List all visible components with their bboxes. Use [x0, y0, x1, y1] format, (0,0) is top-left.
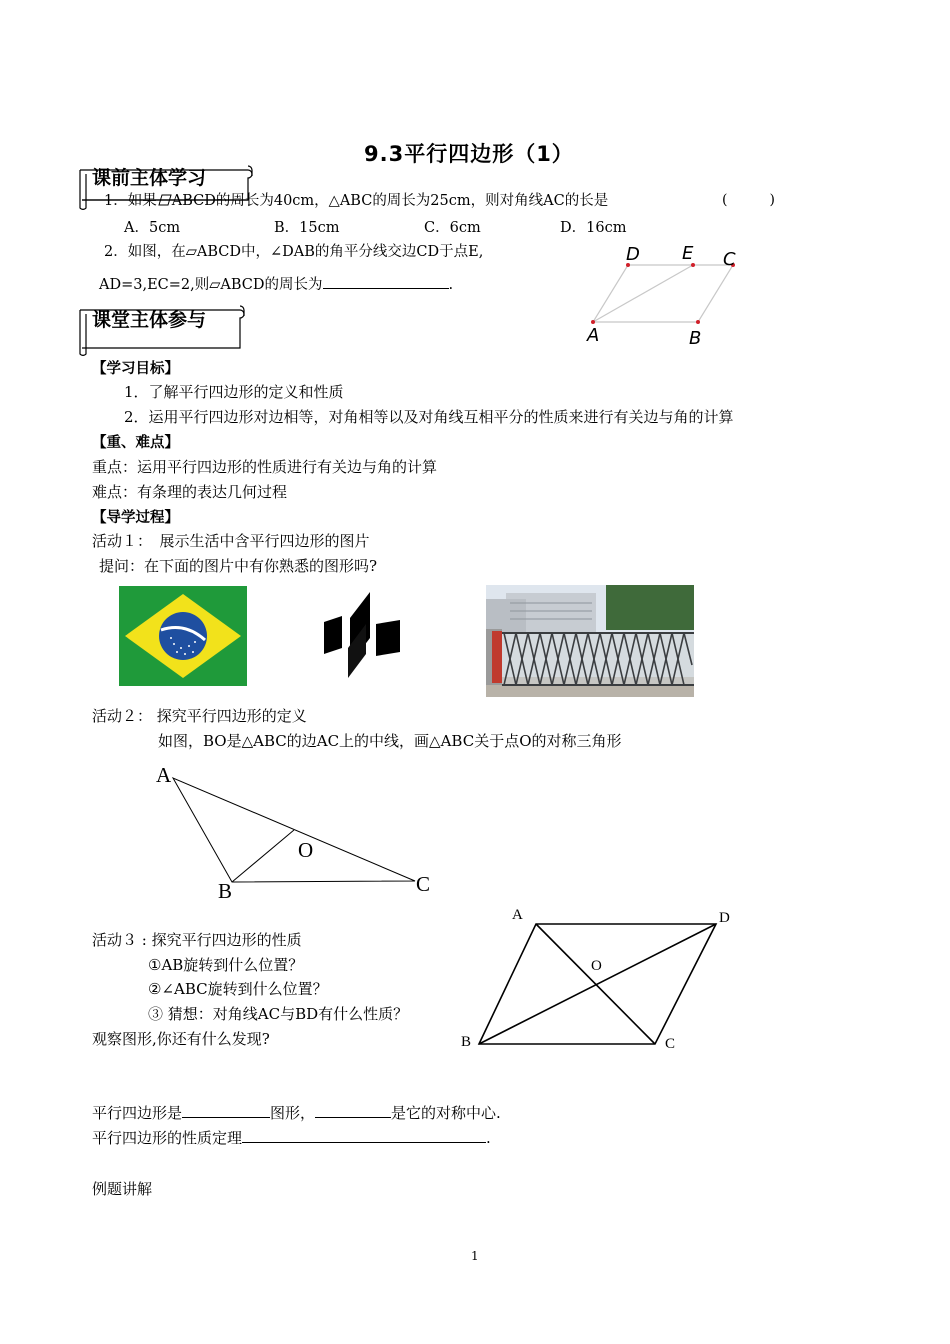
label-b: B	[689, 328, 702, 349]
triangle-abc-figure	[150, 760, 440, 905]
goal-2: 2．运用平行四边形对边相等，对角相等以及对角线互相平分的性质来进行有关边与角的计算	[124, 408, 734, 426]
difficult-point: 难点：有条理的表达几何过程	[92, 483, 288, 501]
page-title: 9.3平行四边形（1）	[364, 142, 574, 166]
key-heading: 【重、难点】	[92, 435, 179, 451]
activity-3-item-2: ②∠ABC旋转到什么位置？	[148, 980, 328, 998]
activity-1: 活动１： 展示生活中含平行四边形的图片	[92, 532, 370, 550]
key-point: 重点：运用平行四边形的性质进行有关边与角的计算	[92, 458, 438, 476]
fill-in-2: 平行四边形的性质定理 .	[92, 1129, 491, 1147]
activity-2-description: 如图，BO是△ABC的边AC上的中线，画△ABC关于点O的对称三角形	[158, 732, 622, 750]
example-heading: 例题讲解	[92, 1180, 153, 1198]
parallelogram-symbol-icon	[158, 194, 171, 205]
activity-3-item-3: ③ 猜想：对角线AC与BD有什么性质？	[148, 1005, 409, 1023]
option-d: D．16cm	[560, 220, 627, 236]
section-title: 课堂主体参与	[92, 309, 207, 331]
option-c: C．6cm	[424, 220, 481, 236]
label-b: B	[218, 879, 233, 903]
answer-paren: ( )	[722, 192, 775, 208]
label-c: C	[723, 249, 736, 270]
goal-1: 1．了解平行四边形的定义和性质	[124, 383, 344, 401]
fill-in-1: 平行四边形是 图形， 是它的对称中心.	[92, 1104, 501, 1122]
label-o: O	[298, 838, 314, 862]
label-o: O	[591, 958, 602, 974]
activity-1-question: 提问：在下面的图片中有你熟悉的图形吗?	[99, 557, 378, 575]
parallelogram-logo-image	[320, 590, 405, 685]
section-banner-class	[72, 300, 248, 358]
process-heading: 【导学过程】	[92, 510, 179, 526]
goals-heading: 【学习目标】	[92, 361, 179, 377]
label-e: E	[682, 243, 694, 264]
retractable-gate-image	[486, 585, 694, 697]
point-b	[696, 320, 700, 324]
point-a	[591, 320, 595, 324]
question-2-line1: 2．如图，在▱ABCD中，∠DAB的角平分线交边CD于点E,	[104, 244, 484, 260]
question-2-line2: AD=3,EC=2,则▱ABCD的周长为 .	[99, 273, 453, 294]
activity-3: 活动３ : 探究平行四边形的性质	[92, 931, 302, 949]
label-a: A	[587, 325, 600, 346]
brazil-flag-image	[119, 586, 247, 686]
page-number: 1	[471, 1249, 479, 1263]
label-c: C	[416, 872, 431, 896]
label-a: A	[512, 907, 523, 923]
activity-3-item-1: ①AB旋转到什么位置？	[148, 956, 304, 974]
label-d: D	[626, 244, 640, 265]
activity-2: 活动２： 探究平行四边形的定义	[92, 707, 307, 725]
label-c: C	[665, 1036, 676, 1052]
label-d: D	[719, 910, 730, 926]
question-1: 1．如果 ABCD的周长为40cm，△ABC的周长为25cm，则对角线AC的长是	[104, 193, 609, 209]
section-title: 课前主体学习	[92, 167, 207, 189]
option-b: B．15cm	[274, 220, 340, 236]
option-a: A．5cm	[124, 220, 181, 236]
label-a: A	[156, 763, 172, 787]
observe-prompt: 观察图形,你还有什么发现?	[92, 1030, 270, 1048]
parallelogram-figure-q2	[580, 240, 750, 350]
label-b: B	[461, 1034, 472, 1050]
parallelogram-abcd-figure	[455, 900, 745, 1058]
